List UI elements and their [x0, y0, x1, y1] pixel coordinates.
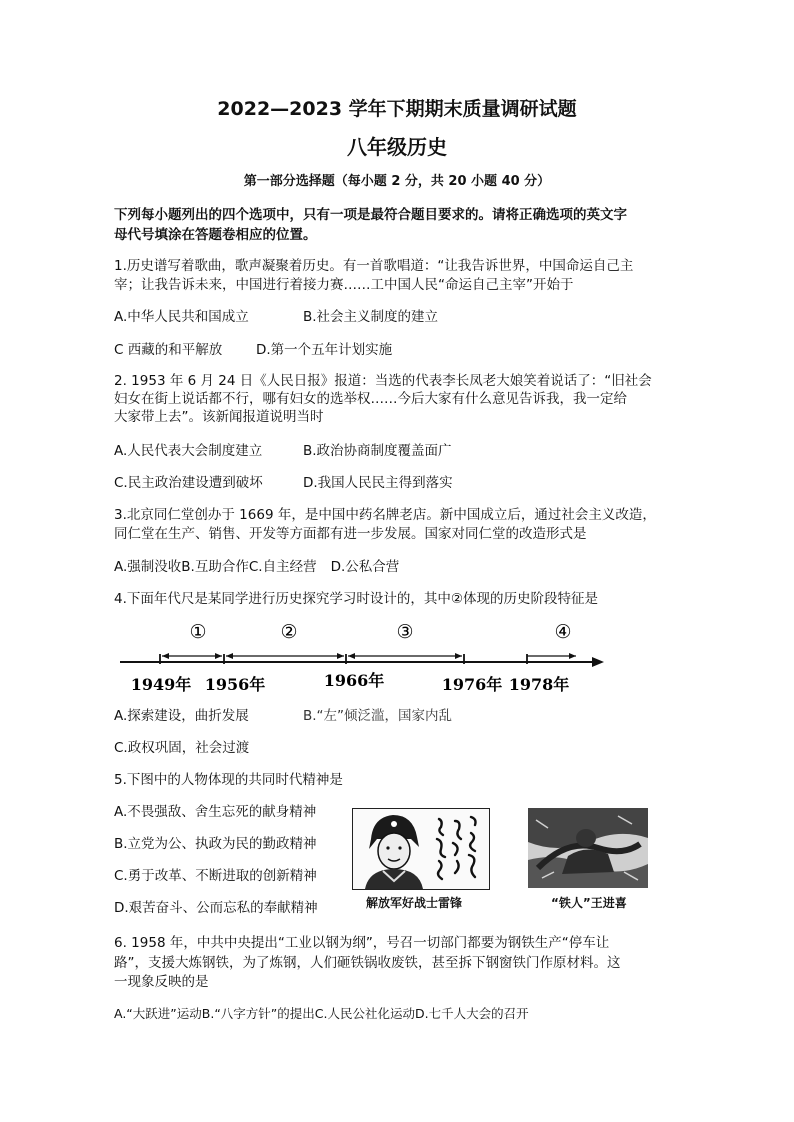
marker-4: ④ [554, 621, 572, 643]
q2-option-b: B.政治协商制度覆盖面广 [303, 443, 452, 459]
q1-option-d: D.第一个五年计划实施 [256, 342, 393, 358]
q2-option-c: C.民主政治建设遭到破坏 [114, 475, 263, 491]
section-heading: 第一部分选择题（每小题 2 分，共 20 小题 40 分） [243, 174, 551, 189]
q3-options [114, 557, 399, 577]
q6-stem-1: 6. 1958 年，中共中央提出“工业以钢为纲”，号召一切部门都要为钢铁生产“停车让 [114, 935, 610, 951]
wang-jinxi-picture [528, 808, 648, 888]
q1-option-c: C 西藏的和平解放 [114, 342, 223, 358]
q5-option-b: B.立党为公、执政为民的勤政精神 [114, 836, 317, 852]
q3-option-d: D.公私合营 [330, 559, 400, 575]
q2-stem-3: 大家带上去”。该新闻报道说明当时 [114, 409, 324, 425]
q3-stem-2: 同仁堂在生产、销售、开发等方面都有进一步发展。国家对同仁堂的改造形式是 [114, 526, 587, 542]
exam-title: 2022—2023 学年下期期末质量调研试题 [217, 98, 577, 120]
year-1966: 1966年 [323, 671, 385, 690]
exam-subject: 八年级历史 [347, 135, 447, 159]
q1-stem-2: 宰；让我告诉未来，中国进行着接力赛……工中国人民“命运自己主宰”开始于 [114, 277, 574, 293]
q6-stem-3: 一现象反映的是 [114, 974, 209, 990]
q2-stem-2: 妇女在街上说话都不行，哪有妇女的选举权……今后大家有什么意见告诉我，我一定给 [114, 391, 627, 407]
q2-option-a: A.人民代表大会制度建立 [114, 443, 263, 459]
lei-feng-portrait-icon [353, 809, 489, 889]
q3-option-b: B.互助合作 [181, 559, 249, 575]
instruction-line-1: 下列每小题列出的四个选项中，只有一项是最符合题目要求的。请将正确选项的英文字 [114, 207, 627, 223]
q6-stem-2: 路”，支援大炼钢铁，为了炼钢，人们砸铁锅收废铁，甚至拆下钢窗铁门作原材料。这 [114, 955, 621, 971]
wang-jinxi-caption: “铁人”王进喜 [551, 896, 627, 910]
q4-option-c: C.政权巩固，社会过渡 [114, 740, 250, 756]
marker-2: ② [280, 621, 298, 643]
lei-feng-picture [352, 808, 490, 890]
year-1976: 1976年 [441, 675, 503, 694]
q6-options [114, 1004, 529, 1024]
q6-option-b: B.“八字方针”的提出 [201, 1006, 315, 1021]
q5-stem: 5.下图中的人物体现的共同时代精神是 [114, 772, 343, 788]
q1-option-a: A.中华人民共和国成立 [114, 309, 249, 325]
q1-option-b: B.社会主义制度的建立 [303, 309, 439, 325]
marker-1: ① [189, 621, 207, 643]
q3-stem-1: 3.北京同仁堂创办于 1669 年，是中国中药名牌老店。新中国成立后，通过社会主义改造， [114, 507, 656, 523]
marker-3: ③ [396, 621, 414, 643]
q4-stem: 4.下面年代尺是某同学进行历史探究学习时设计的，其中②体现的历史阶段特征是 [114, 591, 598, 607]
q6-option-c: C.人民公社化运动 [314, 1006, 415, 1021]
q4-option-b: B.“左”倾泛滥，国家内乱 [303, 708, 453, 724]
lei-feng-calligraphy: 向雷锋同志学习 毛泽东 [353, 809, 364, 810]
q5-option-d: D.艰苦奋斗、公而忘私的奉献精神 [114, 900, 318, 916]
timeline-chart [114, 614, 604, 700]
instruction-line-2: 母代号填涂在答题卷相应的位置。 [114, 227, 317, 243]
year-1978: 1978年 [508, 675, 570, 694]
q5-option-c: C.勇于改革、不断进取的创新精神 [114, 868, 317, 884]
wang-jinxi-photo-icon [528, 808, 648, 888]
q6-option-a: A.“大跃进”运动 [114, 1006, 202, 1021]
year-1949: 1949年 [130, 675, 192, 694]
year-1956: 1956年 [204, 675, 266, 694]
q2-option-d: D.我国人民民主得到落实 [303, 475, 453, 491]
q3-option-c: C.自主经营 [248, 559, 317, 575]
timeline-axis-arrow [592, 657, 604, 667]
q1-stem-1: 1.历史谱写着歌曲，歌声凝聚着历史。有一首歌唱道：“让我告诉世界，中国命运自己主 [114, 258, 634, 274]
q6-option-d: D.七千人大会的召开 [414, 1006, 529, 1021]
q2-stem-1: 2. 1953 年 6 月 24 日《人民日报》报道：当选的代表李长凤老大娘笑着说话了：“旧社会 [114, 373, 652, 389]
q4-option-a: A.探索建设，曲折发展 [114, 708, 249, 724]
q3-option-a: A.强制没收 [114, 559, 182, 575]
q5-option-a: A.不畏强敌、舍生忘死的献身精神 [114, 804, 317, 820]
lei-feng-caption: 解放军好战士雷锋 [366, 896, 463, 910]
